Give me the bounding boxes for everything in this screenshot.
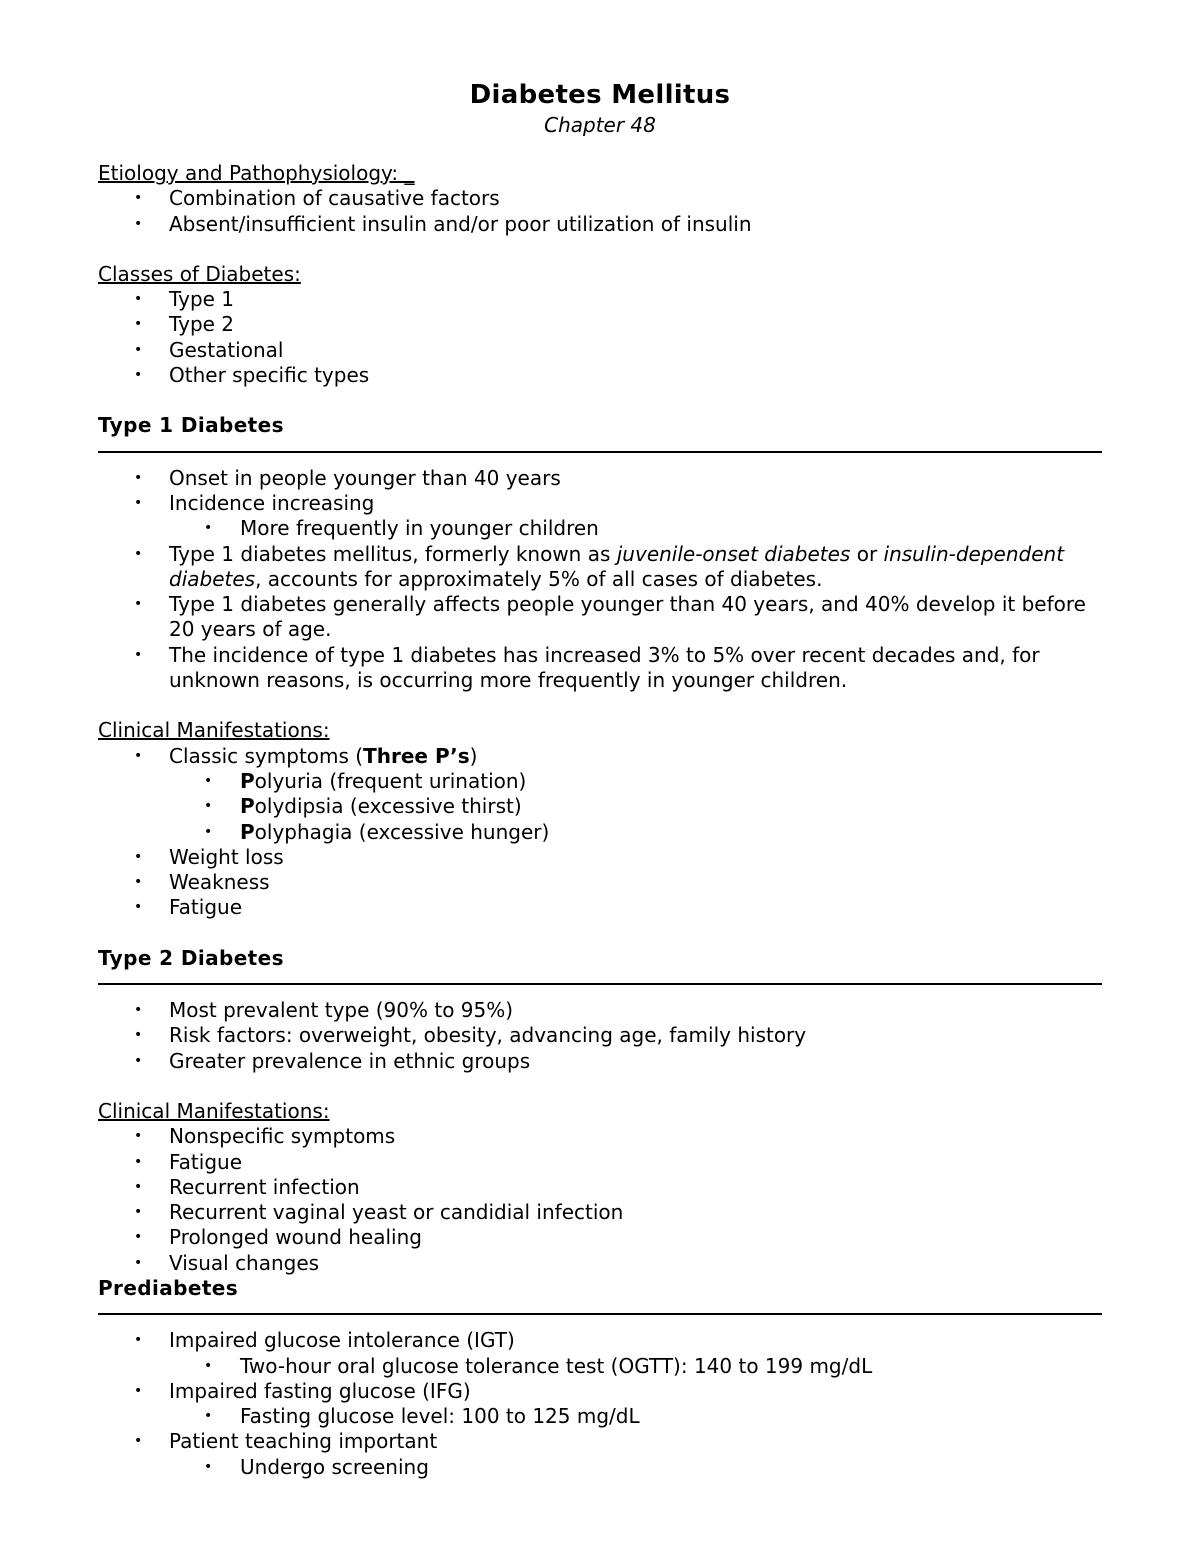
list-item: • Classic symptoms (Three P’s) bbox=[134, 743, 478, 768]
type2-heading: Type 2 Diabetes bbox=[98, 945, 284, 970]
list-item: • Incidence increasing bbox=[134, 490, 375, 515]
list-item: • Recurrent infection bbox=[134, 1174, 360, 1199]
list-item: • Weight loss bbox=[134, 844, 284, 869]
list-item: • Prolonged wound healing bbox=[134, 1225, 422, 1250]
list-item: • Recurrent vaginal yeast or candidial infection bbox=[134, 1200, 624, 1225]
bullet-icon: • bbox=[134, 1229, 143, 1246]
bullet-icon: • bbox=[204, 1408, 213, 1425]
list-item: • Polyphagia (excessive hunger) bbox=[204, 819, 550, 844]
clinical-manifestations-heading: Clinical Manifestations: bbox=[98, 718, 330, 743]
bullet-icon: • bbox=[134, 1027, 143, 1044]
bullet-icon: • bbox=[134, 1332, 143, 1349]
document-page bbox=[98, 78, 1102, 1480]
bullet-icon: • bbox=[134, 1204, 143, 1221]
list-item: • Other specific types bbox=[134, 363, 370, 388]
list-item: • Type 1 diabetes generally affects people younger than 40 years, and 40% develop it before 20 years of age. bbox=[134, 592, 1086, 642]
document-subtitle: Chapter 48 bbox=[544, 113, 656, 137]
list-item: • Patient teaching important bbox=[134, 1429, 438, 1454]
section-divider bbox=[98, 983, 1102, 985]
prediabetes-list bbox=[98, 1328, 1102, 1480]
bullet-icon: • bbox=[134, 874, 143, 891]
bullet-icon: • bbox=[134, 316, 143, 333]
classes-list bbox=[98, 287, 1102, 388]
list-item: • Impaired glucose intolerance (IGT) bbox=[134, 1328, 515, 1353]
clinical1-list bbox=[98, 744, 1102, 921]
list-item: • Fatigue bbox=[134, 1149, 242, 1174]
bullet-icon: • bbox=[204, 1357, 213, 1374]
bullet-icon: • bbox=[134, 1382, 143, 1399]
list-item: • Impaired fasting glucose (IFG) bbox=[134, 1378, 471, 1403]
bullet-icon: • bbox=[204, 798, 213, 815]
bullet-icon: • bbox=[204, 1458, 213, 1475]
bullet-icon: • bbox=[204, 823, 213, 840]
bullet-icon: • bbox=[134, 341, 143, 358]
list-item: • More frequently in younger children bbox=[204, 516, 599, 541]
bullet-icon: • bbox=[204, 520, 213, 537]
list-item: • Absent/insufficient insulin and/or poor utilization of insulin bbox=[134, 211, 752, 236]
bullet-icon: • bbox=[134, 1178, 143, 1195]
type2-list bbox=[98, 998, 1102, 1074]
list-item: • Weakness bbox=[134, 870, 270, 895]
list-item: • Gestational bbox=[134, 337, 284, 362]
bullet-icon: • bbox=[134, 215, 143, 232]
list-item: • Nonspecific symptoms bbox=[134, 1124, 396, 1149]
list-item: • Polyuria (frequent urination) bbox=[204, 768, 527, 793]
list-item: • Fasting glucose level: 100 to 125 mg/dL bbox=[204, 1404, 640, 1429]
bullet-icon: • bbox=[134, 1433, 143, 1450]
classes-heading: Classes of Diabetes: bbox=[98, 261, 301, 286]
type1-heading: Type 1 Diabetes bbox=[98, 413, 284, 438]
list-item: • Two-hour oral glucose tolerance test (OGTT): 140 to 199 mg/dL bbox=[204, 1353, 873, 1378]
bullet-icon: • bbox=[134, 1052, 143, 1069]
list-item: • Polydipsia (excessive thirst) bbox=[204, 794, 522, 819]
bullet-icon: • bbox=[204, 772, 213, 789]
clinical2-list bbox=[98, 1124, 1102, 1276]
list-item: • Type 2 bbox=[134, 312, 235, 337]
section-divider bbox=[98, 451, 1102, 453]
section-divider bbox=[98, 1313, 1102, 1315]
bullet-icon: • bbox=[134, 469, 143, 486]
list-item: • Fatigue bbox=[134, 895, 242, 920]
bullet-icon: • bbox=[134, 1153, 143, 1170]
list-item: • Greater prevalence in ethnic groups bbox=[134, 1048, 531, 1073]
etiology-heading: Etiology and Pathophysiology: _ bbox=[98, 161, 415, 185]
bullet-icon: • bbox=[134, 494, 143, 511]
bullet-icon: • bbox=[134, 1254, 143, 1271]
list-item: • Most prevalent type (90% to 95%) bbox=[134, 998, 514, 1023]
bullet-icon: • bbox=[134, 1002, 143, 1019]
bullet-icon: • bbox=[134, 190, 143, 207]
bullet-icon: • bbox=[134, 747, 143, 764]
bullet-icon: • bbox=[134, 291, 143, 308]
document-title: Diabetes Mellitus bbox=[469, 80, 731, 110]
list-item: • Type 1 diabetes mellitus, formerly known as juvenile-onset diabetes or insulin-dependent diabetes, accounts for approximately 5% of all cases of diabetes. bbox=[134, 541, 1065, 591]
list-item: • Combination of causative factors bbox=[134, 186, 500, 211]
bullet-icon: • bbox=[134, 545, 143, 562]
list-item: • Type 1 bbox=[134, 287, 235, 312]
list-item: • Undergo screening bbox=[204, 1454, 429, 1479]
list-item: • Risk factors: overweight, obesity, advancing age, family history bbox=[134, 1023, 807, 1048]
prediabetes-heading: Prediabetes bbox=[98, 1275, 239, 1300]
type1-list bbox=[98, 466, 1102, 694]
etiology-list bbox=[98, 186, 1102, 237]
clinical-manifestations-heading: Clinical Manifestations: bbox=[98, 1098, 330, 1123]
bullet-icon: • bbox=[134, 1128, 143, 1145]
bullet-icon: • bbox=[134, 367, 143, 384]
bullet-icon: • bbox=[134, 899, 143, 916]
list-item: • The incidence of type 1 diabetes has increased 3% to 5% over recent decades and, for unknown reasons, is occurring more frequently in younger children. bbox=[134, 642, 1040, 693]
bullet-icon: • bbox=[134, 848, 143, 865]
bullet-icon: • bbox=[134, 646, 143, 663]
bullet-icon: • bbox=[134, 596, 143, 613]
list-item: • Visual changes bbox=[134, 1250, 320, 1275]
list-item: • Onset in people younger than 40 years bbox=[134, 465, 561, 490]
